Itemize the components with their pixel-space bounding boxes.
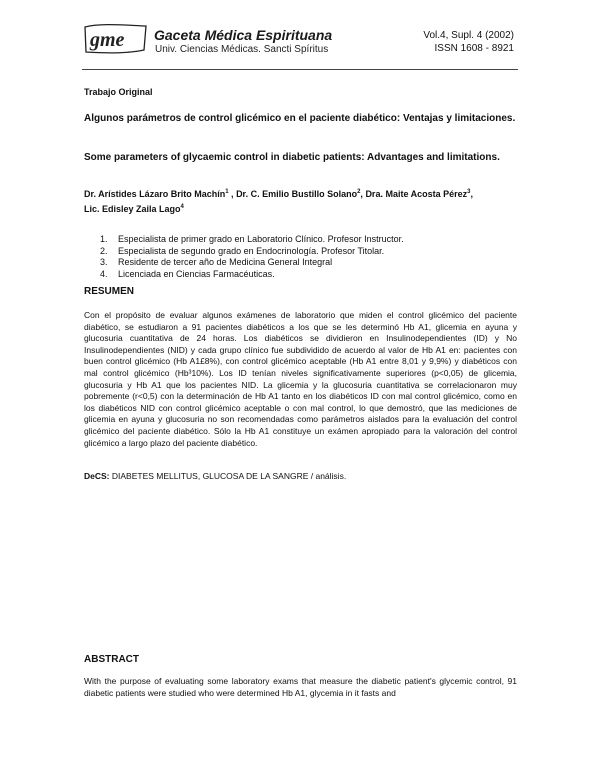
- article-type: Trabajo Original: [84, 87, 153, 97]
- logo-text: gme: [90, 29, 125, 51]
- volume-info: [423, 29, 514, 55]
- resumen-text: Con el propósito de evaluar algunos exámenes de laboratorio que miden el control glicémico del paciente diabético, se estudiaron a 91 pacientes diabéticos a los que se les determinó Hb A1, glicemia en ayuna y glucosuria cuantitativa de 24 horas. Los diabéticos se dividieron en Insulinodependientes (ID) y No Insulinodependientes (NID) y cada grupo clínico fue subdividido de acuerdo al valor de Hb A1 en: pacientes con buen control glicémico (Hb A1£8%), con control glicémico aceptable (Hb A1 entre 8,01 y 9,9%) y diabéticos con mal control glicémico (Hb³10%). Los ID tenían niveles significativamente superiores (p<0,05) de glicemia, glucosuria y Hb A1 que los pacientes NID. La glicemia y la glucosuria cuantitativa se correlacionaron muy pobremente (r<0,5) con la determinación de Hb A1 tanto en los diabéticos ID con mal control glicémico, como en los diabéticos NID con control glicémico aceptable o con mal control, lo que demostró, que las mediciones de glicemia en ayuna y glucosuria no son recomendadas como parámetros aislados para la evaluación del control glicémico del paciente diabético. Sólo la Hb A1 constituye un exámen apropiado para la valoración del control glicémico a largo plazo del paciente diabético.: [84, 310, 517, 448]
- affiliations-list: [100, 234, 404, 280]
- abstract-text: With the purpose of evaluating some laboratory exams that measure the diabetic patient's glycemic control, 91 diabetic patients were studied who were determined Hb A1, glycemia in it fasts and: [84, 676, 517, 698]
- author-sup: 2: [357, 189, 361, 195]
- author-sup: 4: [180, 204, 184, 210]
- list-item: [100, 246, 404, 258]
- affiliation-text: Licenciada en Ciencias Farmacéuticas.: [118, 268, 275, 279]
- author-sep: ,: [360, 189, 366, 199]
- decs-text: DIABETES MELLITUS, GLUCOSA DE LA SANGRE / análisis.: [109, 471, 347, 481]
- list-item: [100, 234, 404, 246]
- author-sep: ,: [228, 189, 237, 199]
- author-name: Dr. Arístides Lázaro Brito Machín: [84, 189, 226, 199]
- affiliation-text: Especialista de segundo grado en Endocrinología. Profesor Titolar.: [118, 245, 385, 256]
- author-name: Dra. Maite Acosta Pérez: [365, 189, 468, 199]
- journal-subtitle: Univ. Ciencias Médicas. Sancti Spíritus: [155, 44, 329, 55]
- title-spanish: Algunos parámetros de control glicémico en el paciente diabético: Ventajas y limitaciones.: [84, 113, 516, 124]
- author-name: Lic. Edisley Zaila Lago: [84, 204, 181, 214]
- title-english: Some parameters of glycaemic control in diabetic patients: Advantages and limitations.: [84, 152, 500, 163]
- decs-label: DeCS:: [84, 471, 110, 481]
- volume: Vol.4, Supl. 4 (2002): [423, 30, 514, 41]
- list-number: 2.: [100, 245, 108, 256]
- issn: ISSN 1608 - 8921: [434, 43, 514, 54]
- header-divider: [82, 69, 518, 70]
- affiliation-text: Residente de tercer año de Medicina General Integral: [118, 257, 333, 267]
- author-sep: ,: [470, 189, 474, 199]
- journal-logo: [82, 23, 150, 55]
- author-sup: 3: [467, 189, 471, 195]
- resumen-heading: RESUMEN: [84, 286, 135, 297]
- author-name: Dr. C. Emilio Bustillo Solano: [236, 189, 358, 199]
- list-item: [100, 257, 404, 269]
- list-number: 1.: [100, 234, 108, 244]
- list-number: 3.: [100, 257, 108, 267]
- list-number: 4.: [100, 268, 108, 279]
- affiliation-text: Especialista de primer grado en Laboratorio Clínico. Profesor Instructor.: [118, 234, 404, 244]
- author-sup: 1: [225, 189, 229, 195]
- authors: [84, 186, 517, 216]
- list-item: [100, 269, 404, 281]
- abstract-heading: ABSTRACT: [84, 654, 139, 665]
- journal-title: Gaceta Médica Espirituana: [154, 27, 333, 43]
- decs-keywords: [84, 471, 346, 481]
